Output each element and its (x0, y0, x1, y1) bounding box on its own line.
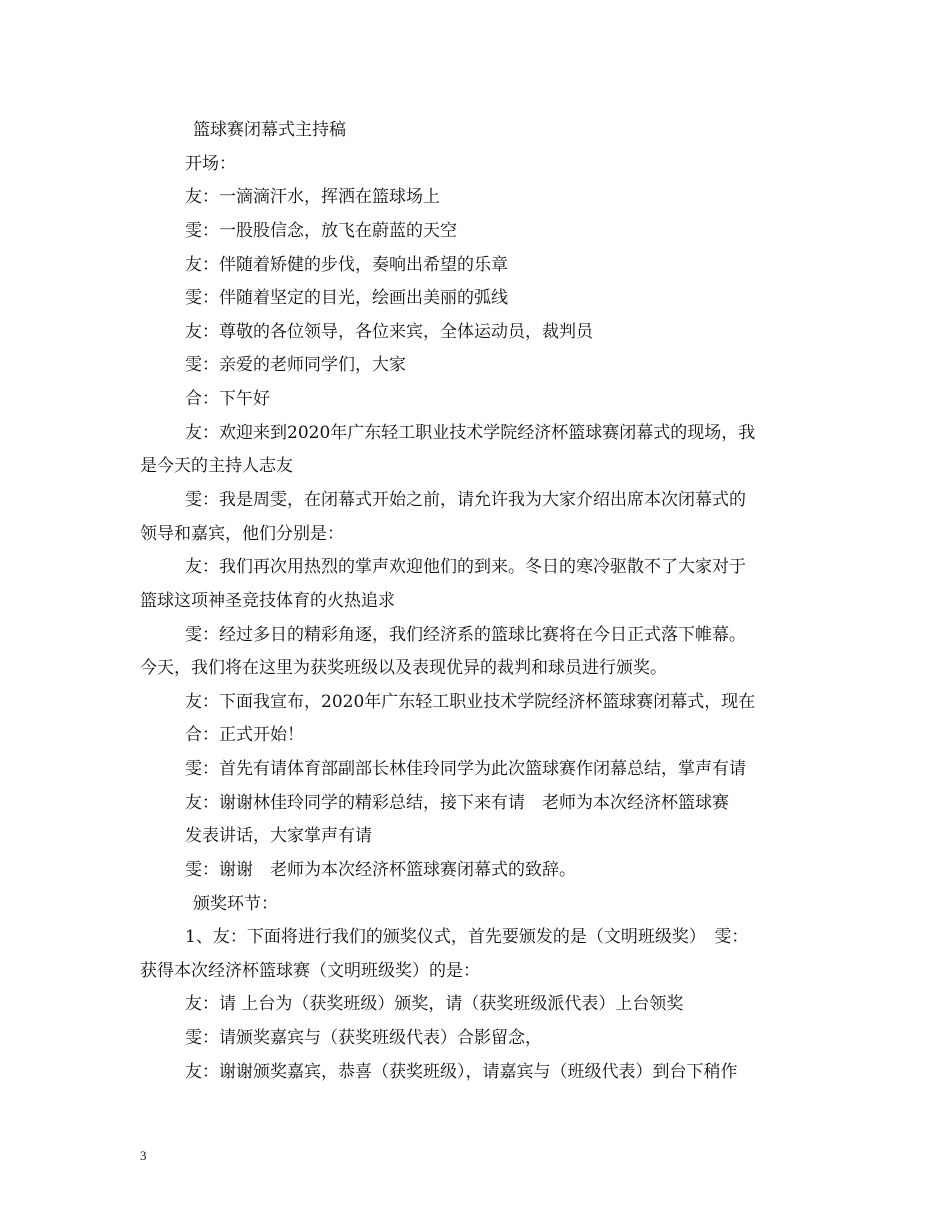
paragraph-line: 友：下面我宣布，2020年广东轻工职业技术学院经济杯篮球赛闭幕式，现在 (185, 692, 756, 712)
paragraph-line: 友：谢谢林佳玲同学的精彩总结，接下来有请 老师为本次经济杯篮球赛 (185, 793, 729, 813)
paragraph-line: 雯：我是周雯，在闭幕式开始之前，请允许我为大家介绍出席本次闭幕式的 (185, 490, 746, 510)
paragraph-line: 合：正式开始！ (185, 725, 304, 745)
paragraph-line: 雯：谢谢 老师为本次经济杯篮球赛闭幕式的致辞。 (185, 860, 576, 880)
paragraph-line: 友：谢谢颁奖嘉宾，恭喜（获奖班级），请嘉宾与（班级代表）到台下稍作 (185, 1062, 738, 1082)
paragraph-line: 友：尊敬的各位领导，各位来宾，全体运动员，裁判员 (185, 322, 593, 342)
paragraph-line: 友：伴随着矫健的步伐，奏响出希望的乐章 (185, 255, 508, 275)
paragraph-line: 开场： (185, 154, 236, 174)
paragraph-line: 雯：请颁奖嘉宾与（获奖班级代表）合影留念， (185, 1028, 542, 1048)
paragraph-line: 获得本次经济杯篮球赛（文明班级奖）的是： (140, 961, 480, 981)
paragraph-line: 雯：首先有请体育部副部长林佳玲同学为此次篮球赛作闭幕总结，掌声有请 (185, 759, 746, 779)
paragraph-line: 篮球这项神圣竞技体育的火热追求 (140, 591, 395, 611)
paragraph-line: 友：请 上台为（获奖班级）颁奖，请（获奖班级派代表）上台领奖 (185, 994, 684, 1014)
paragraph-line: 友：我们再次用热烈的掌声欢迎他们的到来。冬日的寒冷驱散不了大家对于 (185, 557, 746, 577)
paragraph-line: 友：一滴滴汗水，挥洒在篮球场上 (185, 187, 440, 207)
document-title: 篮球赛闭幕式主持稿 (193, 120, 346, 140)
paragraph-line: 合：下午好 (185, 389, 270, 409)
paragraph-line: 雯：亲爱的老师同学们，大家 (185, 355, 406, 375)
paragraph-line: 雯：一股股信念，放飞在蔚蓝的天空 (185, 221, 457, 241)
paragraph-line: 是今天的主持人志友 (140, 456, 293, 476)
paragraph-line: 雯：经过多日的精彩角逐，我们经济系的篮球比赛将在今日正式落下帷幕。 (185, 625, 746, 645)
paragraph-line: 1、友：下面将进行我们的颁奖仪式，首先要颁发的是（文明班级奖） 雯： (185, 927, 749, 947)
paragraph-line: 雯：伴随着坚定的目光，绘画出美丽的弧线 (185, 288, 508, 308)
paragraph-line: 友：欢迎来到2020年广东轻工职业技术学院经济杯篮球赛闭幕式的现场，我 (185, 423, 756, 443)
section-heading: 颁奖环节： (193, 894, 278, 914)
paragraph-line: 今天，我们将在这里为获奖班级以及表现优异的裁判和球员进行颁奖。 (140, 658, 667, 678)
paragraph-line: 发表讲话，大家掌声有请 (185, 826, 372, 846)
paragraph-line: 领导和嘉宾，他们分别是： (140, 524, 344, 544)
page-number: 3 (140, 1148, 147, 1163)
